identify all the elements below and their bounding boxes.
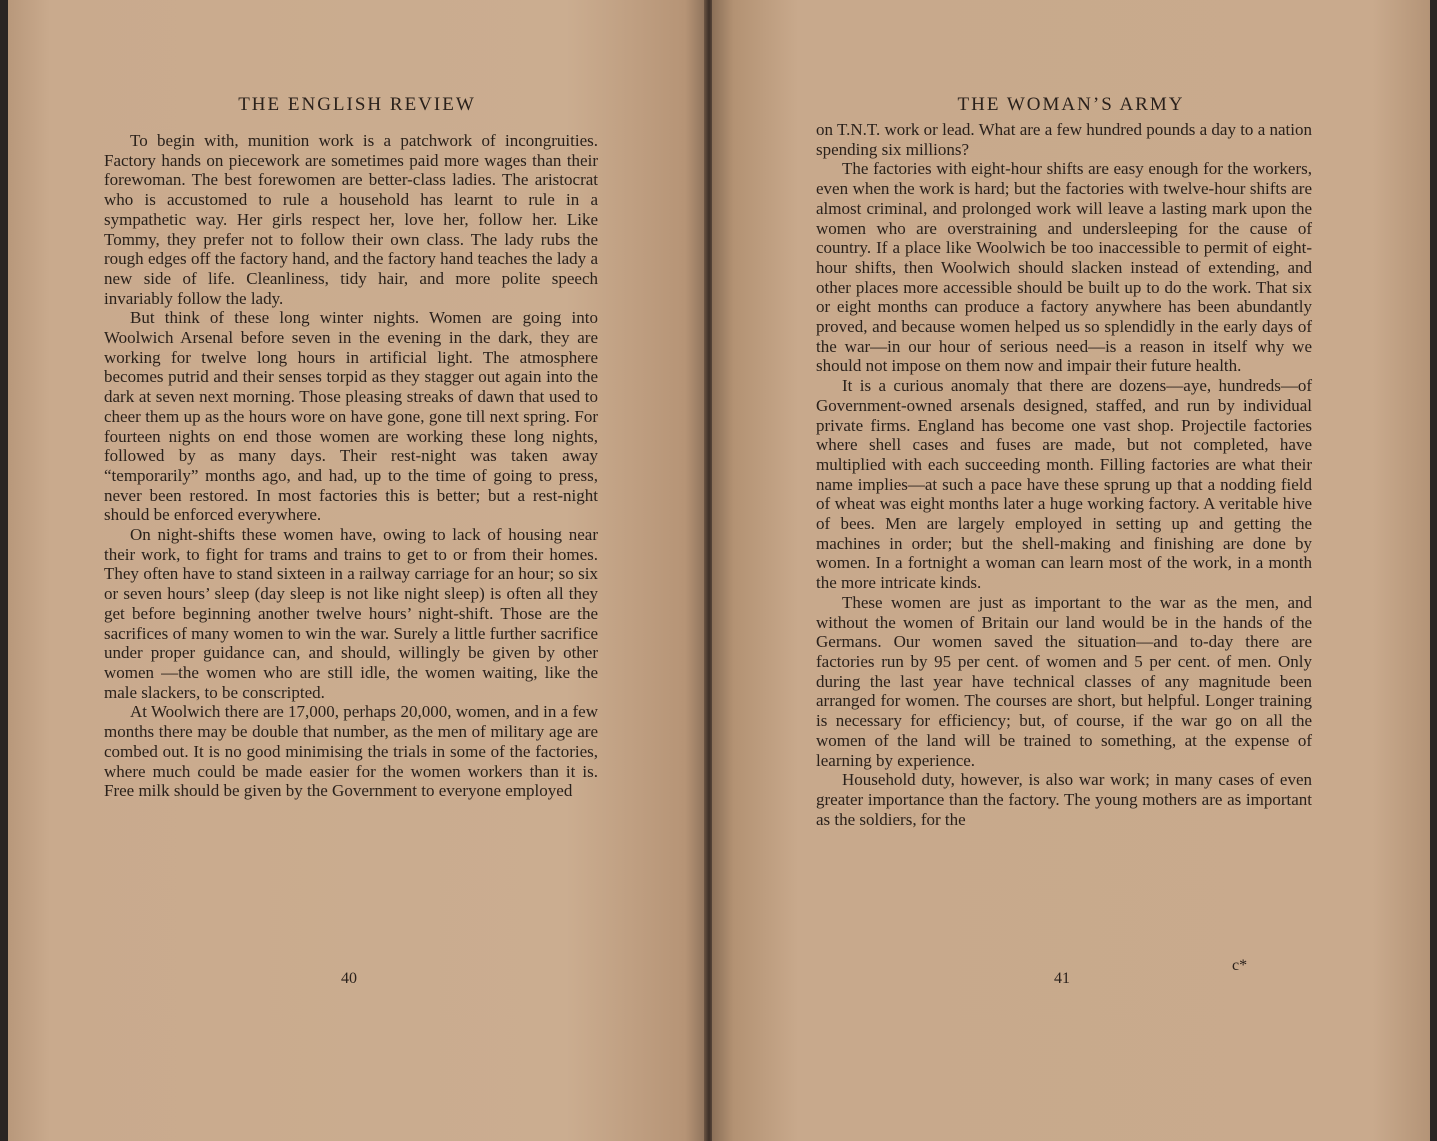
paragraph-continuation: on T.N.T. work or lead. What are a few hundred pounds a day to a nation spending six millions?	[816, 120, 1312, 159]
paragraph: At Woolwich there are 17,000, perhaps 20,000, women, and in a few months there may be double that number, as the men of military age are combed out. It is no good minimising the trials in some of the factories, where much could be made easier for the women workers than it is. Free milk should be given by the Government to everyone employed	[104, 702, 598, 801]
paragraph: These women are just as important to the war as the men, and without the women of Britain our land would be in the hands of the Germans. Our women saved the situation—and to-day there are factories run by 95 per cent. of women and 5 per cent. of men. Only during the last year have technical classes of any magnitude been arranged for women. The courses are short, but helpful. Longer training is necessary for efficiency; but, of course, if the war go on all the women of the land will be trained to something, at the expense of learning by experience.	[816, 592, 1312, 770]
paragraph: On night-shifts these women have, owing to lack of housing near their work, to fight for trams and trains to get to or from their homes. They often have to stand sixteen in a railway carriage for an hour; so six or seven hours’ sleep (day sleep is not like night sleep) is often all they get before beginning another twelve hours’ night-shift. Those are the sacrifices of many women to win the war. Surely a little further sacrifice under proper guidance can, and should, willingly be given by other women —the women who are still idle, the women waiting, like the male slackers, to be conscripted.	[104, 525, 598, 702]
left-body-text	[104, 131, 598, 801]
paragraph: Household duty, however, is also war work; in many cases of even greater importance than the factory. The young mothers are as important as the soldiers, for the	[816, 770, 1312, 829]
page-number-right: 41	[1054, 970, 1070, 987]
paragraph: It is a curious anomaly that there are dozens—aye, hundreds—of Government-owned arsenals designed, staffed, and run by individual private firms. England has become one vast shop. Projectile factories where shell cases and fuses are made, but not completed, have multiplied with each succeeding month. Filling factories are what their name implies—at such a pace have these sprung up that a nodding field of wheat was eight months later a huge working factory. A veritable hive of bees. Men are largely employed in setting up and getting the machines in order; but the shell-making and finishing are done by women. In a fortnight a woman can learn most of the work, in a month the more intricate kinds.	[816, 376, 1312, 593]
paragraph: To begin with, munition work is a patchwork of incongruities. Factory hands on piecework are sometimes paid more wages than their forewoman. The best forewomen are better-class ladies. The aristocrat who is accustomed to rule a household has learnt to rule in a sympathetic way. Her girls respect her, love her, follow her. Like Tommy, they prefer not to follow their own class. The lady rubs the rough edges off the factory hand, and the factory hand teaches the lady a new side of life. Cleanliness, tidy hair, and more polite speech invariably follow the lady.	[104, 131, 598, 308]
left-page	[8, 0, 706, 1141]
running-head-left: THE ENGLISH REVIEW	[238, 94, 476, 115]
right-body-text	[816, 120, 1312, 829]
paragraph: But think of these long winter nights. Women are going into Woolwich Arsenal before seven in the evening in the dark, they are working for twelve long hours in artificial light. The atmosphere becomes putrid and their senses torpid as they stagger out again into the dark at seven next morning. Those pleasing streaks of dawn that used to cheer them up as the hours wore on have gone, gone till next spring. For fourteen nights on end those women are working these long nights, followed by as many days. Their rest-night was taken away “temporarily” months ago, and had, up to the time of going to press, never been restored. In most factories this is better; but a rest-night should be enforced everywhere.	[104, 308, 598, 525]
signature-mark: c*	[1232, 957, 1248, 974]
paragraph: The factories with eight-hour shifts are easy enough for the workers, even when the work is hard; but the factories with twelve-hour shifts are almost criminal, and prolonged work will leave a lasting mark upon the women who are overstraining and undersleeping for the cause of country. If a place like Woolwich be too inaccessible to permit of eight-hour shifts, then Woolwich should slacken instead of extending, and other places more accessible should be built up to do the work. That six or eight months can produce a factory anywhere has been abundantly proved, and because women helped us so splendidly in the early days of the war—in our hour of serious need—is a reason in itself why we should not impose on them now and impair their future health.	[816, 159, 1312, 376]
page-number-left: 40	[341, 970, 357, 987]
right-page	[712, 0, 1430, 1141]
running-head-right: THE WOMAN’S ARMY	[957, 94, 1185, 115]
